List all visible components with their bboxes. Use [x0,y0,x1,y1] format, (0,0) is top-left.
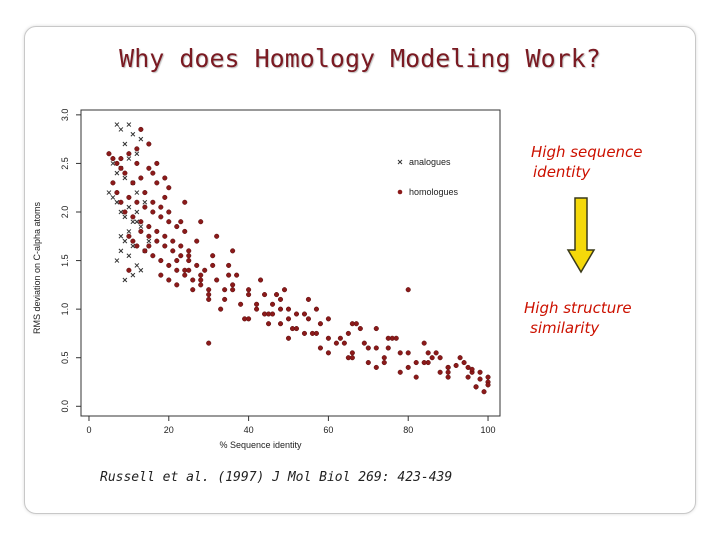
annotation-top-line2: identity [533,163,591,181]
homologue-point [218,307,223,312]
analogue-point [107,191,111,195]
homologue-point [386,336,391,341]
homologue-point [326,351,331,356]
homologue-point [214,278,219,283]
homologue-point [115,161,120,166]
analogue-point [115,259,119,263]
y-tick-label: 3.0 [60,108,70,122]
homologue-point [354,321,359,326]
y-tick-label: 2.0 [60,205,70,219]
homologue-point [147,234,152,239]
homologue-point [382,360,387,365]
homologue-point [155,181,160,186]
homologue-point [163,244,168,249]
homologue-point [362,341,367,346]
homologue-point [262,292,267,297]
homologue-point [374,326,379,331]
homologue-point [127,195,132,200]
analogue-point [123,176,127,180]
analogue-point [119,249,123,253]
homologue-point [111,181,116,186]
legend-marker-homologues [398,190,403,195]
analogue-point [135,152,139,156]
homologue-point [186,268,191,273]
homologue-point [174,224,179,229]
homologue-point [294,312,299,317]
homologue-point [386,346,391,351]
legend-marker-analogues [398,160,402,164]
homologue-point [374,365,379,370]
homologue-point [182,229,187,234]
homologue-point [266,321,271,326]
homologue-point [458,355,463,360]
homologue-point [474,385,479,390]
homologue-point [338,336,343,341]
homologue-point [174,268,179,273]
scatter-plot [28,100,503,460]
analogue-point [135,220,139,224]
homologue-point [139,127,144,132]
homologue-point [119,156,124,161]
analogue-point [139,137,143,141]
homologue-point [254,302,259,307]
analogue-point [115,171,119,175]
homologue-point [334,341,339,346]
homologue-point [222,297,227,302]
homologue-point [159,205,164,210]
homologue-point [182,200,187,205]
homologue-point [159,273,164,278]
homologue-point [131,215,136,220]
analogue-point [139,268,143,272]
homologue-point [222,287,227,292]
annotation-bottom-line2: similarity [530,319,600,337]
homologue-point [414,375,419,380]
homologue-point [422,341,427,346]
homologue-point [286,317,291,322]
homologue-point [282,287,287,292]
homologue-point [406,287,411,292]
homologue-point [230,283,235,288]
y-tick-label: 2.5 [60,157,70,170]
homologue-point [286,307,291,312]
homologue-point [198,283,203,288]
homologue-point [139,219,144,224]
homologue-point [294,326,299,331]
homologue-point [163,195,168,200]
x-tick-label: 0 [86,425,92,435]
homologue-point [478,370,483,375]
plot-frame [81,110,500,416]
x-tick-label: 60 [323,425,334,435]
homologue-point [174,283,179,288]
homologue-point [194,239,199,244]
legend-label-analogues: analogues [409,157,451,167]
analogue-point [127,205,131,209]
homologue-point [123,210,128,215]
homologue-point [414,360,419,365]
homologue-point [139,229,144,234]
analogue-point [115,123,119,127]
homologue-point [446,370,451,375]
homologue-point [155,229,160,234]
homologue-point [186,249,191,254]
homologue-point [306,297,311,302]
homologue-point [143,190,148,195]
homologue-point [266,312,271,317]
homologue-point [166,263,171,268]
analogue-point [139,225,143,229]
homologue-point [486,375,491,380]
legend-label-homologues: homologues [409,187,459,197]
homologue-point [166,185,171,190]
analogue-point [143,200,147,204]
y-axis-label: RMS deviation on C-alpha atoms [32,201,42,335]
homologue-point [166,210,171,215]
homologue-point [135,161,140,166]
analogue-point [135,191,139,195]
homologue-point [270,302,275,307]
homologue-point [214,234,219,239]
analogue-point [119,210,123,214]
homologue-point [147,166,152,171]
homologue-point [166,278,171,283]
homologue-point [486,383,491,388]
homologue-point [139,176,144,181]
homologue-point [210,263,215,268]
homologue-point [159,215,164,220]
x-tick-label: 100 [480,425,496,435]
y-tick-label: 1.0 [60,302,70,316]
y-tick-label: 0.5 [60,351,70,364]
homologue-point [123,171,128,176]
analogue-point [123,278,127,282]
homologue-point [302,331,307,336]
analogue-point [131,220,135,224]
homologue-point [278,307,283,312]
analogue-point [111,195,115,199]
x-tick-label: 20 [163,425,174,435]
homologue-point [366,360,371,365]
homologue-point [135,147,140,152]
homologue-point [115,190,120,195]
homologue-point [163,234,168,239]
analogue-point [115,200,119,204]
homologue-point [438,355,443,360]
homologue-point [274,292,279,297]
analogue-point [127,254,131,258]
homologue-point [131,239,136,244]
analogue-point [127,157,131,161]
homologue-point [350,355,355,360]
homologue-point [422,360,427,365]
homologue-point [155,239,160,244]
homologue-point [178,244,183,249]
homologue-point [206,292,211,297]
homologue-point [394,336,399,341]
annotation-high-structure-similarity [524,298,632,338]
annotation-top-line1: High sequence [531,143,643,161]
homologue-point [234,273,239,278]
homologue-point [350,351,355,356]
homologue-point [406,365,411,370]
homologue-point [382,355,387,360]
homologue-point [143,249,148,254]
homologue-point [127,234,132,239]
analogue-point [131,273,135,277]
homologue-point [470,367,475,372]
homologue-point [210,253,215,258]
homologue-point [198,278,203,283]
homologue-point [246,292,251,297]
homologue-point [346,331,351,336]
homologue-point [111,156,116,161]
analogue-point [111,161,115,165]
homologue-point [342,341,347,346]
analogue-point [119,127,123,131]
analogue-point [127,229,131,233]
analogue-point [123,239,127,243]
analogue-point [131,132,135,136]
analogue-point [119,234,123,238]
homologue-point [226,273,231,278]
annotation-bottom-line1: High structure [524,299,632,317]
slide-title: Why does Homology Modeling Work? [119,44,601,73]
homologue-point [147,142,152,147]
homologue-point [163,176,168,181]
homologue-point [186,258,191,263]
analogue-point [131,244,135,248]
y-tick-label: 1.5 [60,254,70,267]
x-tick-label: 80 [403,425,414,435]
homologue-point [314,307,319,312]
homologue-point [246,317,251,322]
homologue-point [430,355,435,360]
homologue-point [186,253,191,258]
homologue-point [426,351,431,356]
homologue-point [182,273,187,278]
homologue-point [230,249,235,254]
homologue-point [478,377,483,382]
homologue-point [206,287,211,292]
homologue-point [143,205,148,210]
homologue-point [230,287,235,292]
homologue-point [318,321,323,326]
homologue-point [482,389,487,394]
homologue-point [286,336,291,341]
homologue-point [166,219,171,224]
homologue-point [326,336,331,341]
homologue-point [254,307,259,312]
homologue-point [246,287,251,292]
down-arrow-icon [566,196,596,274]
analogue-point [135,263,139,267]
homologue-point [206,297,211,302]
homologue-point [198,273,203,278]
citation: Russell et al. (1997) J Mol Biol 269: 423-439 [100,470,453,485]
homologue-point [194,263,199,268]
homologue-point [119,200,124,205]
homologue-point [151,171,156,176]
homologue-point [135,200,140,205]
analogue-point [135,210,139,214]
homologue-point [406,351,411,356]
homologue-point [446,365,451,370]
homologue-point [202,268,207,273]
homologue-point [170,249,175,254]
homologue-point [107,151,112,156]
homologue-point [127,268,132,273]
homologue-point [326,317,331,322]
homologue-point [226,263,231,268]
homologue-point [135,244,140,249]
homologue-point [278,297,283,302]
analogue-point [147,239,151,243]
homologue-point [119,166,124,171]
homologue-point [147,244,152,249]
homologue-point [462,360,467,365]
homologue-point [151,253,156,258]
homologue-point [155,161,160,166]
homologue-point [198,219,203,224]
homologue-point [127,151,132,156]
homologue-point [466,375,471,380]
homologue-point [398,370,403,375]
homologue-point [238,302,243,307]
analogue-point [123,142,127,146]
x-axis-label: % Sequence identity [219,440,302,450]
homologue-point [446,375,451,380]
homologue-point [306,317,311,322]
x-tick-label: 40 [243,425,254,435]
homologue-point [258,278,263,283]
homologue-point [131,181,136,186]
homologue-point [398,351,403,356]
homologue-point [147,224,152,229]
homologue-point [178,219,183,224]
homologue-point [358,326,363,331]
annotation-high-sequence-identity [531,142,643,182]
homologue-point [159,258,164,263]
homologue-point [151,200,156,205]
homologue-point [206,341,211,346]
homologue-point [151,210,156,215]
homologue-point [178,253,183,258]
homologue-point [454,363,459,368]
homologue-point [366,346,371,351]
homologue-point [174,258,179,263]
homologue-point [190,278,195,283]
homologue-point [310,331,315,336]
homologue-point [434,351,439,356]
homologue-point [190,287,195,292]
homologue-point [278,321,283,326]
analogue-point [123,215,127,219]
homologue-point [318,346,323,351]
homologue-point [374,346,379,351]
homologue-point [170,239,175,244]
y-tick-label: 0.0 [60,400,70,413]
analogue-point [127,123,131,127]
homologue-point [438,370,443,375]
homologue-point [302,312,307,317]
